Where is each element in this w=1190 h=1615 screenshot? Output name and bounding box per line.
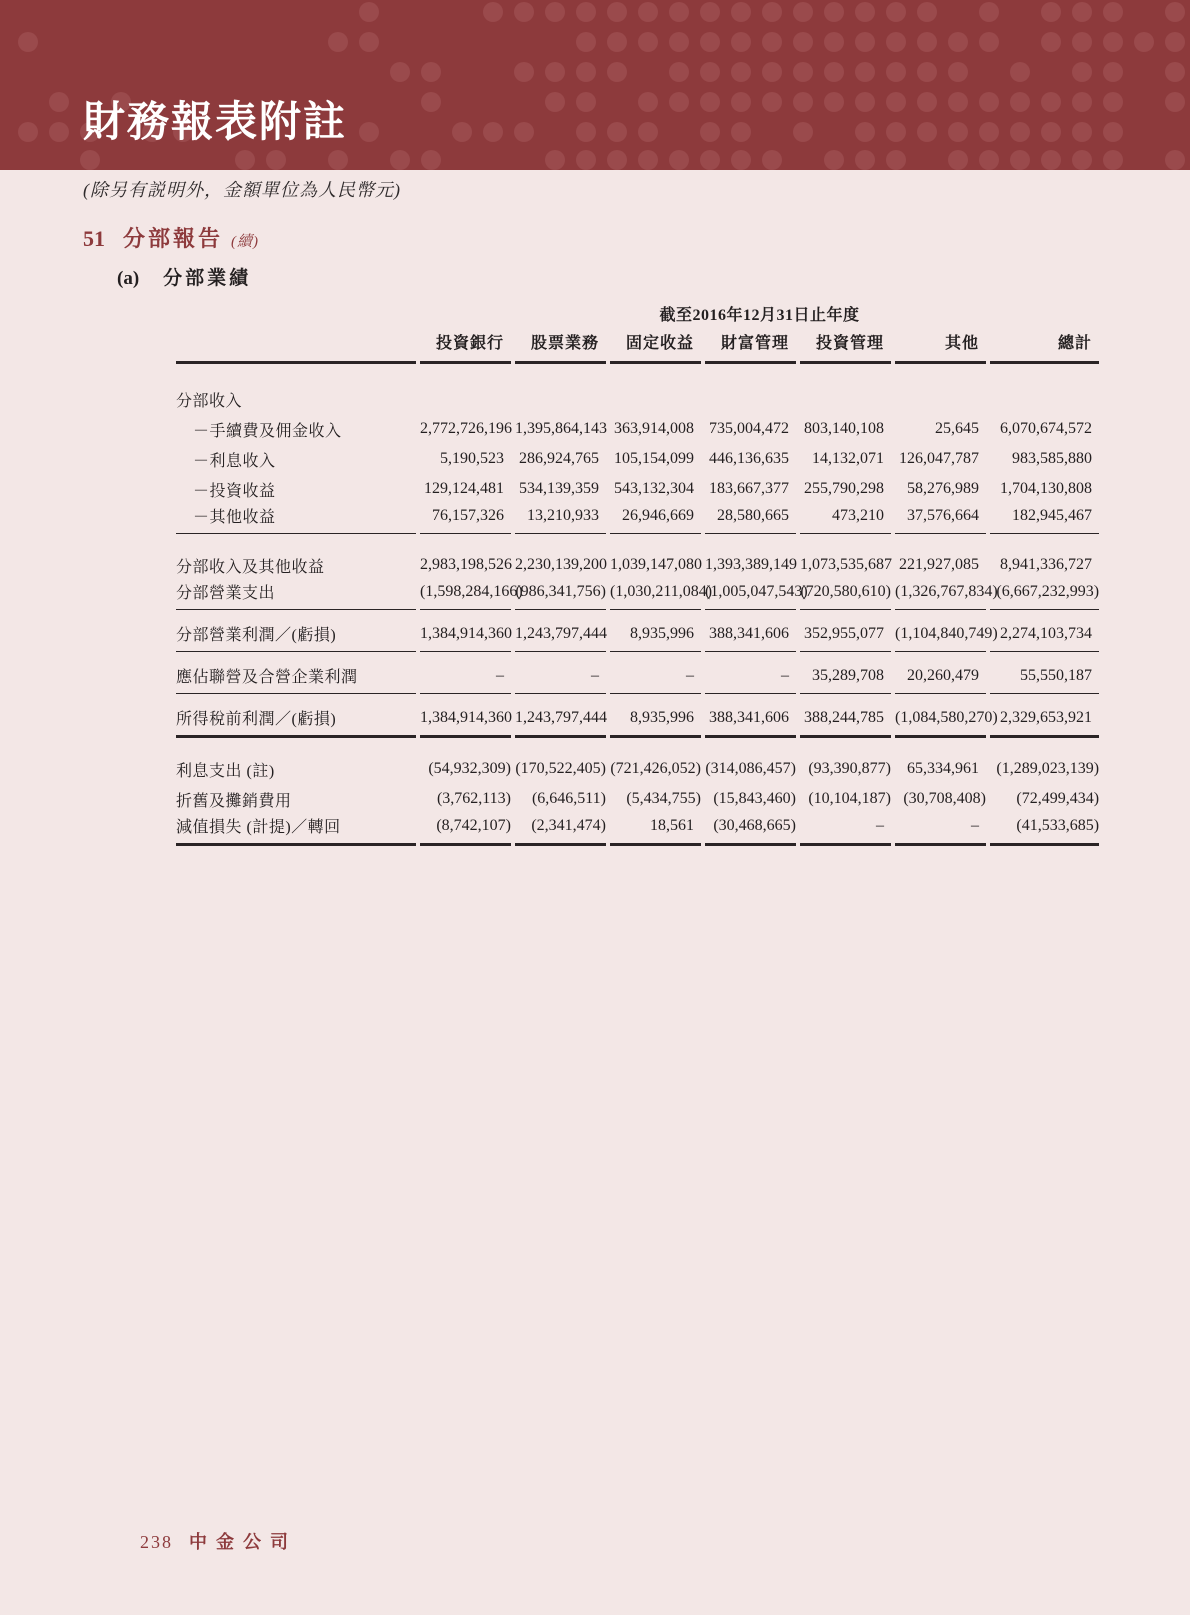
value-cell: 1,395,864,143 xyxy=(515,420,607,437)
decorative-dot xyxy=(390,150,410,170)
value-cell: 286,924,765 xyxy=(519,450,599,467)
value-cell: 26,946,669 xyxy=(610,504,701,534)
period-header-row xyxy=(176,298,1099,328)
value-cell xyxy=(705,384,796,414)
decorative-dot xyxy=(700,150,720,170)
value-cell: 1,384,914,360 xyxy=(420,706,511,738)
decorative-dot xyxy=(1041,150,1061,170)
value-cell: 352,955,077 xyxy=(800,622,891,652)
decorative-dot xyxy=(855,150,875,170)
decorative-dot xyxy=(545,2,565,22)
decorative-dot xyxy=(1072,92,1092,112)
spacer-row xyxy=(176,610,1099,622)
value-cell: 388,341,606 xyxy=(705,622,796,652)
decorative-dot xyxy=(1165,32,1185,52)
empty-corner-cell xyxy=(176,298,416,328)
decorative-dot xyxy=(1010,92,1030,112)
decorative-dot xyxy=(886,92,906,112)
value-cell xyxy=(800,384,891,414)
page-title: 財務報表附註 xyxy=(83,100,348,146)
value-cell: 1,039,147,080 xyxy=(610,556,702,573)
decorative-dot xyxy=(886,122,906,142)
page-footer xyxy=(140,1528,297,1554)
decorative-dot xyxy=(607,2,627,22)
row-label: 分部收入 xyxy=(176,392,243,410)
decorative-dot xyxy=(576,92,596,112)
decorative-dot xyxy=(855,62,875,82)
value-cell: – xyxy=(705,664,796,694)
section-number: 51 xyxy=(83,226,105,251)
subsection-title: 分部業績 xyxy=(163,268,252,289)
decorative-dot xyxy=(1072,122,1092,142)
row-label: 分部營業利潤／(虧損) xyxy=(176,622,416,652)
value-cell: 388,244,785 xyxy=(800,706,891,738)
header-banner xyxy=(0,0,1190,170)
value-cell: 1,243,797,444 xyxy=(515,706,606,738)
value-cell: – xyxy=(800,814,891,846)
value-cell: (41,533,685) xyxy=(990,814,1099,846)
decorative-dot xyxy=(545,62,565,82)
value-cell: 8,941,336,727 xyxy=(1000,556,1093,573)
value-cell: 2,230,139,200 xyxy=(515,556,607,573)
value-cell xyxy=(515,384,606,414)
table-row xyxy=(176,622,1099,652)
value-cell: 2,772,726,196 xyxy=(420,420,512,437)
table-row xyxy=(176,754,1099,784)
row-label: 折舊及攤銷費用 xyxy=(176,792,292,810)
decorative-dot xyxy=(762,2,782,22)
decorative-dot xyxy=(948,32,968,52)
decorative-dot xyxy=(824,32,844,52)
decorative-dot xyxy=(514,62,534,82)
value-cell: 221,927,085 xyxy=(899,556,979,573)
decorative-dot xyxy=(514,2,534,22)
decorative-dot xyxy=(607,62,627,82)
row-label: 利息支出 (註) xyxy=(176,762,275,780)
decorative-dot xyxy=(731,150,751,170)
spacer-row xyxy=(176,534,1099,550)
value-cell: (1,598,284,166) xyxy=(420,580,511,610)
value-cell: (1,289,023,139) xyxy=(996,760,1100,777)
table-row xyxy=(176,474,1099,504)
decorative-dot xyxy=(390,62,410,82)
column-header: 總計 xyxy=(990,328,1099,364)
decorative-dot xyxy=(328,150,348,170)
value-cell: 55,550,187 xyxy=(990,664,1099,694)
value-cell: 35,289,708 xyxy=(800,664,891,694)
value-cell: 803,140,108 xyxy=(804,420,884,437)
page-number: 238 xyxy=(140,1532,173,1552)
decorative-dot xyxy=(917,92,937,112)
table-row xyxy=(176,580,1099,610)
row-label: 所得稅前利潤／(虧損) xyxy=(176,706,416,738)
decorative-dot xyxy=(638,32,658,52)
decorative-dot xyxy=(979,92,999,112)
row-label: 分部收入及其他收益 xyxy=(176,558,325,576)
decorative-dot xyxy=(886,150,906,170)
decorative-dot xyxy=(1010,150,1030,170)
value-cell: 255,790,298 xyxy=(804,480,884,497)
value-cell: (5,434,755) xyxy=(626,790,701,807)
value-cell: 37,576,664 xyxy=(895,504,986,534)
decorative-dot xyxy=(731,122,751,142)
decorative-dot xyxy=(576,62,596,82)
decorative-dot xyxy=(979,122,999,142)
decorative-dot xyxy=(700,92,720,112)
decorative-dot xyxy=(762,150,782,170)
decorative-dot xyxy=(607,150,627,170)
decorative-dot xyxy=(762,32,782,52)
table-row xyxy=(176,784,1099,814)
value-cell: (2,341,474) xyxy=(515,814,606,846)
row-label: 減值損失 (計提)／轉回 xyxy=(176,814,416,846)
decorative-dot xyxy=(886,32,906,52)
value-cell xyxy=(610,384,701,414)
decorative-dot xyxy=(607,122,627,142)
value-cell: – xyxy=(420,664,511,694)
value-cell: 534,139,359 xyxy=(519,480,599,497)
decorative-dot xyxy=(700,2,720,22)
decorative-dot xyxy=(1103,122,1123,142)
table-row xyxy=(176,504,1099,534)
decorative-dot xyxy=(638,2,658,22)
decorative-dot xyxy=(824,62,844,82)
decorative-dot xyxy=(793,32,813,52)
decorative-dot xyxy=(855,122,875,142)
value-cell: 13,210,933 xyxy=(515,504,606,534)
decorative-dot xyxy=(917,62,937,82)
value-cell: (72,499,434) xyxy=(1016,790,1100,807)
spacer-row xyxy=(176,364,1099,384)
spacer-row xyxy=(176,738,1099,754)
value-cell: 76,157,326 xyxy=(420,504,511,534)
value-cell: 1,384,914,360 xyxy=(420,622,511,652)
row-label: －其他收益 xyxy=(176,504,416,534)
decorative-dot xyxy=(948,92,968,112)
decorative-dot xyxy=(576,122,596,142)
decorative-dot xyxy=(359,2,379,22)
decorative-dot xyxy=(793,122,813,142)
empty-corner-cell xyxy=(176,328,416,364)
value-cell: 543,132,304 xyxy=(614,480,694,497)
decorative-dot xyxy=(669,2,689,22)
value-cell: (1,005,047,543) xyxy=(705,580,796,610)
decorative-dot xyxy=(576,2,596,22)
decorative-dot xyxy=(49,122,69,142)
value-cell: 65,334,961 xyxy=(907,760,979,777)
value-cell: (314,086,457) xyxy=(705,760,796,777)
value-cell: (1,084,580,270) xyxy=(895,706,986,738)
value-cell: 446,136,635 xyxy=(709,450,789,467)
table-row xyxy=(176,414,1099,444)
decorative-dot xyxy=(328,32,348,52)
column-header: 股票業務 xyxy=(515,328,606,364)
decorative-dot xyxy=(1041,32,1061,52)
decorative-dot xyxy=(638,150,658,170)
value-cell xyxy=(990,384,1099,414)
decorative-dot xyxy=(917,2,937,22)
value-cell: (30,468,665) xyxy=(705,814,796,846)
decorative-dot xyxy=(1041,2,1061,22)
row-label: 應佔聯營及合營企業利潤 xyxy=(176,664,416,694)
decorative-dot xyxy=(979,2,999,22)
value-cell: 983,585,880 xyxy=(1012,450,1093,467)
decorative-dot xyxy=(18,32,38,52)
decorative-dot xyxy=(545,150,565,170)
value-cell: – xyxy=(895,814,986,846)
footer-company-name: 中金公司 xyxy=(189,1532,297,1552)
table-row xyxy=(176,384,1099,414)
decorative-dot xyxy=(793,62,813,82)
decorative-dot xyxy=(855,92,875,112)
decorative-dot xyxy=(762,92,782,112)
row-label: －投資收益 xyxy=(193,482,276,500)
decorative-dot xyxy=(1165,62,1185,82)
value-cell: 182,945,467 xyxy=(990,504,1099,534)
decorative-dot xyxy=(576,150,596,170)
column-header-row xyxy=(176,328,1099,364)
value-cell: 58,276,989 xyxy=(907,480,979,497)
table-row xyxy=(176,814,1099,846)
table-row xyxy=(176,706,1099,738)
decorative-dot xyxy=(80,150,100,170)
value-cell: 28,580,665 xyxy=(705,504,796,534)
value-cell: 473,210 xyxy=(800,504,891,534)
decorative-dot xyxy=(731,2,751,22)
decorative-dot xyxy=(948,122,968,142)
value-cell: (1,104,840,749) xyxy=(895,622,986,652)
decorative-dot xyxy=(421,92,441,112)
decorative-dot xyxy=(483,122,503,142)
value-cell: (3,762,113) xyxy=(436,790,511,807)
subsection-label: (a) xyxy=(117,268,140,289)
decorative-dot xyxy=(917,32,937,52)
row-label: －手續費及佣金收入 xyxy=(193,422,342,440)
decorative-dot xyxy=(669,92,689,112)
subsection-heading xyxy=(117,263,251,290)
section-heading xyxy=(83,222,259,253)
value-cell: 126,047,787 xyxy=(899,450,979,467)
value-cell: 14,132,071 xyxy=(812,450,884,467)
decorative-dot xyxy=(855,32,875,52)
column-header: 投資銀行 xyxy=(420,328,511,364)
decorative-dot xyxy=(359,122,379,142)
decorative-dot xyxy=(421,150,441,170)
decorative-dot xyxy=(731,62,751,82)
value-cell: (720,580,610) xyxy=(800,580,891,610)
value-cell: 1,073,535,687 xyxy=(800,556,892,573)
decorative-dot xyxy=(700,122,720,142)
decorative-dot xyxy=(824,150,844,170)
decorative-dot xyxy=(514,122,534,142)
spacer-row xyxy=(176,652,1099,664)
decorative-dot xyxy=(886,2,906,22)
value-cell: 18,561 xyxy=(610,814,701,846)
value-cell: 105,154,099 xyxy=(614,450,694,467)
decorative-dot xyxy=(948,62,968,82)
decorative-dot xyxy=(700,62,720,82)
decorative-dot xyxy=(793,2,813,22)
value-cell: 129,124,481 xyxy=(424,480,504,497)
value-cell: (6,667,232,993) xyxy=(990,580,1099,610)
decorative-dot xyxy=(1103,62,1123,82)
decorative-dot xyxy=(1010,62,1030,82)
period-header: 截至2016年12月31日止年度 xyxy=(659,306,860,324)
table-row xyxy=(176,664,1099,694)
decorative-dot xyxy=(607,32,627,52)
spacer-row xyxy=(176,694,1099,706)
value-cell: – xyxy=(610,664,701,694)
column-header: 其他 xyxy=(895,328,986,364)
decorative-dot xyxy=(638,92,658,112)
decorative-dot xyxy=(1010,122,1030,142)
row-label: 分部營業支出 xyxy=(176,580,416,610)
column-header: 固定收益 xyxy=(610,328,701,364)
decorative-dot xyxy=(979,150,999,170)
value-cell xyxy=(895,384,986,414)
value-cell: 1,704,130,808 xyxy=(1000,480,1093,497)
decorative-dot xyxy=(576,32,596,52)
decorative-dot xyxy=(1134,32,1154,52)
column-header: 投資管理 xyxy=(800,328,891,364)
value-cell: 8,935,996 xyxy=(610,622,701,652)
value-cell: (10,104,187) xyxy=(808,790,891,807)
value-cell: (93,390,877) xyxy=(808,760,891,777)
decorative-dot xyxy=(452,122,472,142)
decorative-dot xyxy=(1103,150,1123,170)
value-cell: – xyxy=(515,664,606,694)
decorative-dot xyxy=(824,2,844,22)
decorative-dot xyxy=(793,92,813,112)
value-cell: (1,030,211,084) xyxy=(610,580,701,610)
decorative-dot xyxy=(483,2,503,22)
value-cell: 363,914,008 xyxy=(614,420,694,437)
value-cell: (721,426,052) xyxy=(610,760,701,777)
value-cell: 8,935,996 xyxy=(610,706,701,738)
decorative-dot xyxy=(762,62,782,82)
decorative-dot xyxy=(1165,2,1185,22)
section-continued-note: (續) xyxy=(231,234,260,250)
decorative-dot xyxy=(1103,32,1123,52)
value-cell: 183,667,377 xyxy=(709,480,789,497)
decorative-dot xyxy=(824,92,844,112)
decorative-dot xyxy=(1072,62,1092,82)
decorative-dot xyxy=(1072,2,1092,22)
decorative-dot xyxy=(235,150,255,170)
value-cell: 1,393,389,149 xyxy=(705,556,797,573)
decorative-dot xyxy=(855,2,875,22)
value-cell: (170,522,405) xyxy=(515,760,606,777)
value-cell: (6,646,511) xyxy=(531,790,606,807)
value-cell: 2,983,198,526 xyxy=(420,556,512,573)
decorative-dot xyxy=(266,150,286,170)
decorative-dot xyxy=(545,92,565,112)
decorative-dot xyxy=(917,122,937,142)
decorative-dot xyxy=(731,32,751,52)
value-cell xyxy=(420,384,511,414)
value-cell: (30,708,408) xyxy=(903,790,986,807)
decorative-dot xyxy=(979,32,999,52)
value-cell: (8,742,107) xyxy=(420,814,511,846)
decorative-dot xyxy=(1072,32,1092,52)
decorative-dot xyxy=(638,122,658,142)
decorative-dot xyxy=(1103,92,1123,112)
decorative-dot xyxy=(1072,150,1092,170)
decorative-dot xyxy=(49,92,69,112)
value-cell: 25,645 xyxy=(935,420,979,437)
decorative-dot xyxy=(1103,2,1123,22)
row-label: －利息收入 xyxy=(193,452,276,470)
decorative-dot xyxy=(1165,150,1185,170)
decorative-dot xyxy=(669,32,689,52)
table-row xyxy=(176,550,1099,580)
value-cell: 5,190,523 xyxy=(440,450,504,467)
decorative-dot xyxy=(669,62,689,82)
section-title: 分部報告 xyxy=(123,226,224,251)
value-cell: 2,329,653,921 xyxy=(990,706,1099,738)
value-cell: 388,341,606 xyxy=(705,706,796,738)
value-cell: 6,070,674,572 xyxy=(1000,420,1093,437)
decorative-dot xyxy=(18,122,38,142)
table-row xyxy=(176,444,1099,474)
decorative-dot xyxy=(669,150,689,170)
value-cell: 2,274,103,734 xyxy=(990,622,1099,652)
decorative-dot xyxy=(1041,122,1061,142)
value-cell: (15,843,460) xyxy=(713,790,796,807)
currency-note: (除另有説明外，金額單位為人民幣元) xyxy=(83,180,401,200)
value-cell: (986,341,756) xyxy=(515,580,606,610)
value-cell: 1,243,797,444 xyxy=(515,622,606,652)
decorative-dot xyxy=(731,92,751,112)
decorative-dot xyxy=(886,62,906,82)
segment-results-table xyxy=(172,298,1103,846)
value-cell: 20,260,479 xyxy=(895,664,986,694)
decorative-dot xyxy=(700,32,720,52)
decorative-dot xyxy=(359,32,379,52)
decorative-dot xyxy=(1041,92,1061,112)
column-header: 財富管理 xyxy=(705,328,796,364)
value-cell: (54,932,309) xyxy=(428,760,511,777)
decorative-dot xyxy=(421,62,441,82)
value-cell: 735,004,472 xyxy=(709,420,789,437)
value-cell: (1,326,767,834) xyxy=(895,580,986,610)
decorative-dot xyxy=(948,150,968,170)
decorative-dot xyxy=(1165,92,1185,112)
